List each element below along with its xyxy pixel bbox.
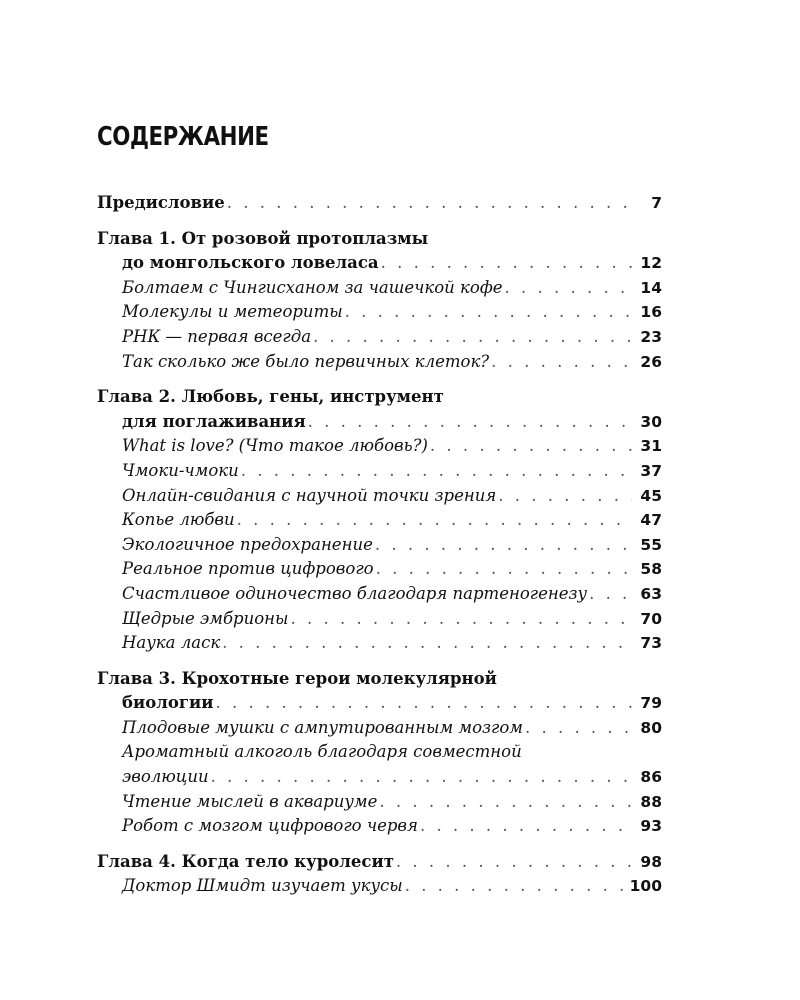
entry-title: What is love? (Что такое любовь?) bbox=[122, 436, 428, 456]
dot-leader bbox=[313, 325, 632, 350]
chapter-3-heading[interactable]: Глава 3. Крохотные герои молекулярной bbox=[97, 668, 497, 688]
toc-entry[interactable] bbox=[97, 607, 662, 632]
toc-entry[interactable] bbox=[97, 350, 662, 375]
dot-leader bbox=[237, 508, 632, 533]
entry-title: Плодовые мушки с ампутированным мозгом bbox=[122, 717, 523, 737]
toc-entry[interactable] bbox=[97, 434, 662, 459]
page-number: 55 bbox=[640, 535, 662, 554]
page-number: 98 bbox=[640, 852, 662, 871]
entry-title: Предисловие bbox=[97, 193, 225, 212]
chapter-4-heading: Глава 4. Когда тело куролесит bbox=[97, 851, 394, 871]
page-number: 88 bbox=[640, 792, 662, 811]
dot-leader bbox=[345, 300, 632, 325]
page-number: 86 bbox=[640, 768, 662, 787]
toc-entry[interactable] bbox=[97, 459, 662, 484]
chapter-2-heading[interactable]: Глава 2. Любовь, гены, инструмент bbox=[97, 387, 444, 407]
dot-leader bbox=[525, 716, 632, 741]
dot-leader bbox=[379, 790, 632, 815]
dot-leader bbox=[491, 350, 632, 375]
toc-entry-line1[interactable] bbox=[97, 740, 662, 765]
page-number: 73 bbox=[640, 634, 662, 653]
toc-entry[interactable] bbox=[97, 790, 662, 815]
toc-entry[interactable] bbox=[97, 484, 662, 509]
dot-leader bbox=[222, 631, 632, 656]
entry-title: РНК — первая всегда bbox=[122, 326, 312, 346]
entry-title: для поглаживания bbox=[122, 411, 306, 431]
page-number: 7 bbox=[651, 194, 662, 212]
dot-leader bbox=[376, 557, 632, 582]
toc-entry[interactable] bbox=[97, 557, 662, 582]
page-number: 14 bbox=[640, 278, 662, 297]
dot-leader bbox=[381, 251, 632, 276]
page-number: 37 bbox=[640, 461, 662, 480]
entry-title: Счастливое одиночество благодаря партеногенезу bbox=[122, 583, 588, 603]
page-number: 79 bbox=[640, 694, 662, 713]
entry-title: до монгольского ловеласа bbox=[122, 253, 379, 273]
entry-title: Чмоки-чмоки bbox=[122, 460, 239, 480]
page-number: 80 bbox=[640, 718, 662, 737]
dot-leader bbox=[498, 484, 632, 509]
toc-entry[interactable] bbox=[97, 716, 662, 741]
chapter-2-group bbox=[97, 385, 662, 656]
page-number: 16 bbox=[640, 303, 662, 322]
toc-entry[interactable] bbox=[97, 765, 662, 790]
chapter-1-group bbox=[97, 227, 662, 375]
page-number: 70 bbox=[640, 609, 662, 628]
dot-leader bbox=[227, 191, 632, 216]
toc-entry[interactable] bbox=[97, 508, 662, 533]
chapter-1-heading[interactable]: Глава 1. От розовой протоплазмы bbox=[97, 228, 429, 248]
page-number: 47 bbox=[640, 511, 662, 530]
entry-title: Робот с мозгом цифрового червя bbox=[122, 816, 418, 836]
entry-title: Наука ласк bbox=[122, 633, 221, 653]
toc-entry-chapter-4[interactable] bbox=[97, 850, 662, 875]
toc-entry-chapter-2[interactable] bbox=[97, 410, 662, 435]
toc-entry[interactable] bbox=[97, 814, 662, 839]
toc-entry[interactable] bbox=[97, 582, 662, 607]
preface-group bbox=[97, 191, 662, 216]
page-number: 26 bbox=[640, 352, 662, 371]
page-number: 23 bbox=[640, 327, 662, 346]
dot-leader bbox=[215, 691, 632, 716]
dot-leader bbox=[420, 814, 632, 839]
dot-leader bbox=[589, 582, 632, 607]
page-number: 31 bbox=[640, 437, 662, 456]
toc-entry[interactable] bbox=[97, 325, 662, 350]
table-of-contents bbox=[97, 191, 662, 910]
entry-title: Реальное против цифрового bbox=[122, 559, 374, 579]
entry-title: Молекулы и метеориты bbox=[122, 302, 343, 322]
dot-leader bbox=[430, 434, 632, 459]
entry-title: Доктор Шмидт изучает укусы bbox=[122, 876, 403, 896]
entry-title: эволюции bbox=[122, 767, 209, 787]
dot-leader bbox=[290, 607, 632, 632]
chapter-4-group bbox=[97, 850, 662, 899]
entry-title: Болтаем с Чингисханом за чашечкой кофе bbox=[122, 277, 503, 297]
toc-entry-chapter-3[interactable] bbox=[97, 691, 662, 716]
toc-entry[interactable] bbox=[97, 300, 662, 325]
entry-title: Онлайн-свидания с научной точки зрения bbox=[122, 485, 497, 505]
page-title: СОДЕРЖАНИЕ bbox=[97, 122, 269, 152]
page-number: 30 bbox=[640, 412, 662, 431]
toc-entry-chapter-1[interactable] bbox=[97, 251, 662, 276]
dot-leader bbox=[405, 874, 626, 899]
page-number: 12 bbox=[640, 254, 662, 273]
page-number: 58 bbox=[640, 560, 662, 579]
toc-entry-preface[interactable] bbox=[97, 191, 662, 216]
entry-title: Чтение мыслей в аквариуме bbox=[122, 791, 378, 811]
toc-entry[interactable] bbox=[97, 276, 662, 301]
entry-title: Так сколько же было первичных клеток? bbox=[122, 351, 490, 371]
toc-entry[interactable] bbox=[97, 631, 662, 656]
dot-leader bbox=[241, 459, 632, 484]
page-number: 93 bbox=[640, 817, 662, 836]
toc-entry[interactable] bbox=[97, 874, 662, 899]
dot-leader bbox=[375, 533, 632, 558]
dot-leader bbox=[505, 276, 632, 301]
dot-leader bbox=[396, 850, 632, 875]
toc-entry[interactable] bbox=[97, 533, 662, 558]
entry-title: Экологичное предохранение bbox=[122, 534, 373, 554]
page-number: 63 bbox=[640, 584, 662, 603]
dot-leader bbox=[308, 410, 632, 435]
page-number: 100 bbox=[629, 877, 662, 896]
entry-title: Щедрые эмбрионы bbox=[122, 608, 289, 628]
dot-leader bbox=[211, 765, 632, 790]
page-number: 45 bbox=[640, 486, 662, 505]
entry-title: биологии bbox=[122, 693, 214, 713]
entry-title-line1: Ароматный алкоголь благодаря совместной bbox=[122, 742, 522, 762]
entry-title: Копье любви bbox=[122, 510, 235, 530]
chapter-3-group bbox=[97, 667, 662, 839]
